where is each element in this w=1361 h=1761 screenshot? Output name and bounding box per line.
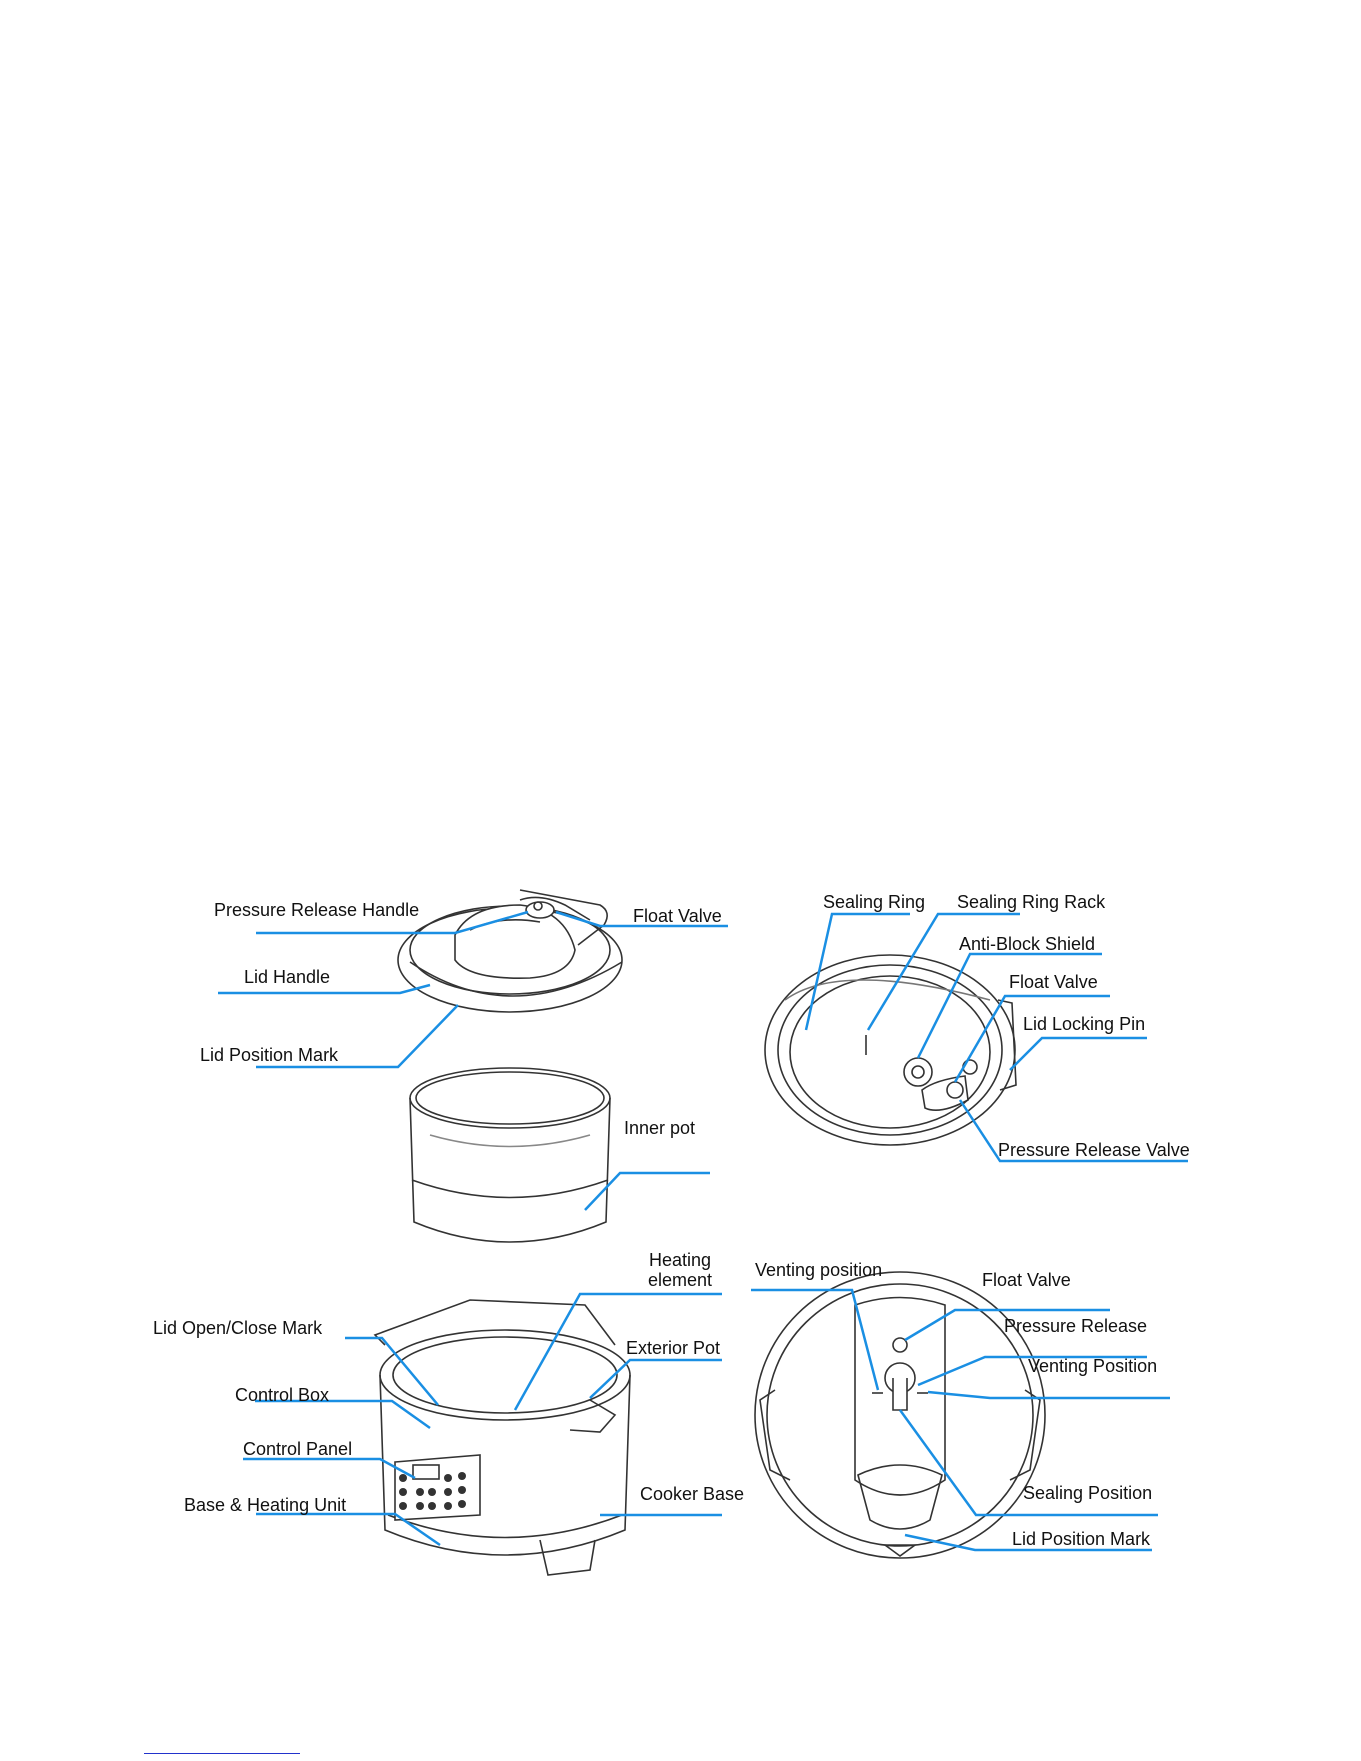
inner-pot-illustration: [410, 1068, 610, 1242]
label-venting-position-left: Venting position: [755, 1260, 883, 1280]
label-float-valve-bottom: Float Valve: [982, 1270, 1071, 1290]
label-anti-block-shield: Anti-Block Shield: [959, 934, 1096, 954]
label-float-valve-inner: Float Valve: [1009, 972, 1098, 992]
label-sealing-ring-rack: Sealing Ring Rack: [957, 892, 1106, 912]
label-pressure-release-handle: Pressure Release Handle: [214, 900, 420, 920]
cooker-base-illustration: [375, 1300, 630, 1575]
label-pressure-release: Pressure Release: [1004, 1316, 1148, 1336]
label-pressure-release-valve: Pressure Release Valve: [998, 1140, 1190, 1160]
label-base-heating-unit: Base & Heating Unit: [184, 1495, 347, 1515]
label-venting-position-right: Venting Position: [1028, 1356, 1158, 1376]
label-float-valve-top: Float Valve: [633, 906, 722, 926]
leader-lines: [218, 912, 1188, 1550]
label-control-panel: Control Panel: [243, 1439, 353, 1459]
label-lid-position-mark-top: Lid Position Mark: [200, 1045, 339, 1065]
label-lid-position-mark-bottom: Lid Position Mark: [1012, 1529, 1151, 1549]
label-heating-element: Heating element: [647, 1250, 713, 1290]
label-lid-locking-pin: Lid Locking Pin: [1023, 1014, 1146, 1034]
label-cooker-base: Cooker Base: [640, 1484, 745, 1504]
lid-underside-illustration: [765, 955, 1016, 1145]
label-lid-handle: Lid Handle: [244, 967, 331, 987]
lid-illustration: [398, 890, 622, 1012]
footer-rule: [144, 1753, 300, 1754]
label-control-box: Control Box: [235, 1385, 330, 1405]
label-sealing-ring: Sealing Ring: [823, 892, 926, 912]
label-lid-open-close-mark: Lid Open/Close Mark: [153, 1318, 323, 1338]
label-exterior-pot: Exterior Pot: [626, 1338, 721, 1358]
label-inner-pot: Inner pot: [624, 1118, 696, 1138]
label-sealing-position: Sealing Position: [1023, 1483, 1153, 1503]
